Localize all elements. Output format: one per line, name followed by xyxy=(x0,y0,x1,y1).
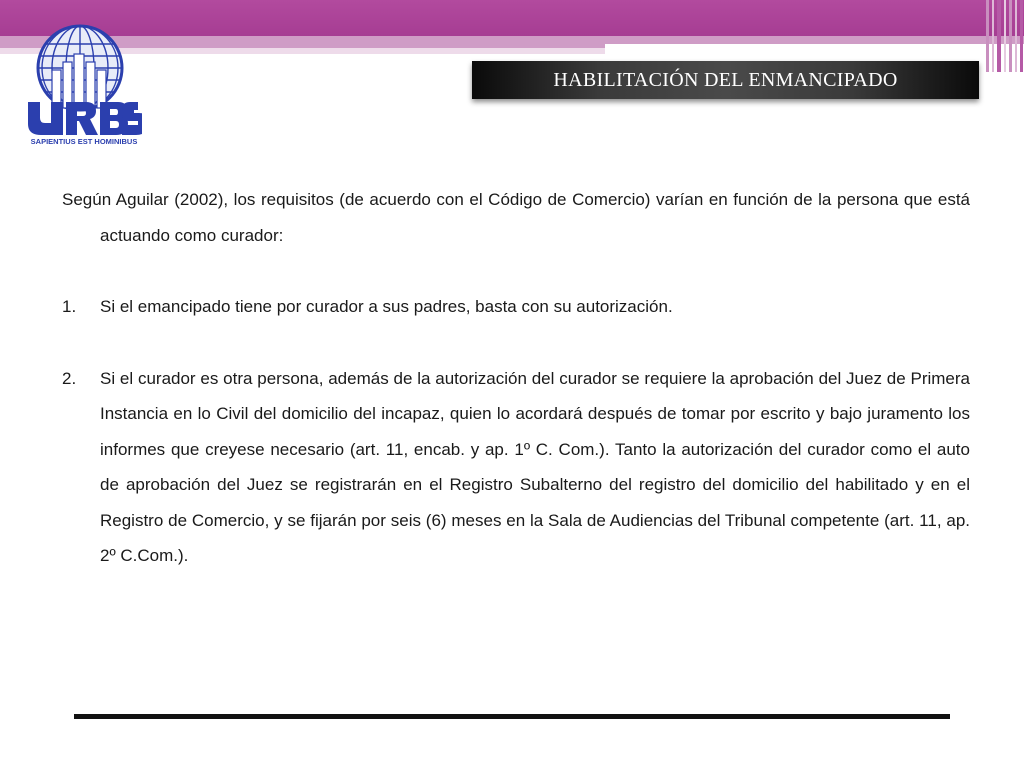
globe-logo-icon xyxy=(22,18,142,148)
requirements-list xyxy=(62,289,970,574)
list-item-text: Si el curador es otra persona, además de la autorización del curador se requiere la aprobación del Juez de Primera Instancia en lo Civil del domicilio del incapaz, quien lo acordará después de tomar por escrito y bajo juramento los informes que creyese necesario (art. 11, encab. y ap. 1º C. Com.). Tanto la autorización del curador como el auto de aprobación del Juez se registrarán en el Registro Subalterno del registro del domicilio del habilitado y en el Registro de Comercio, y se fijarán por seis (6) meses en la Sala de Audiencias del Tribunal competente (art. 11, ap. 2º C.Com.). xyxy=(100,368,970,565)
list-item-number: 2. xyxy=(62,368,77,388)
header-band xyxy=(0,0,1024,36)
bottom-divider xyxy=(74,714,950,719)
list-item-text: Si el emancipado tiene por curador a sus padres, basta con su autorización. xyxy=(100,297,673,316)
urbe-logo xyxy=(22,18,142,148)
header-gap xyxy=(605,44,1024,58)
title-bar xyxy=(472,61,979,99)
list-item xyxy=(62,361,970,574)
intro-paragraph: Según Aguilar (2002), los requisitos (de acuerdo con el Código de Comercio) varían en función de la persona que está actuando como curador: xyxy=(62,190,970,245)
list-item-number: 1. xyxy=(62,297,77,316)
slide-body xyxy=(62,182,970,574)
list-item xyxy=(62,289,970,325)
decorative-stripes xyxy=(984,0,1024,72)
logo-motto: SAPIENTIUS EST HOMINIBUS xyxy=(30,137,138,146)
page-title: HABILITACIÓN DEL ENMANCIPADO xyxy=(553,68,898,91)
